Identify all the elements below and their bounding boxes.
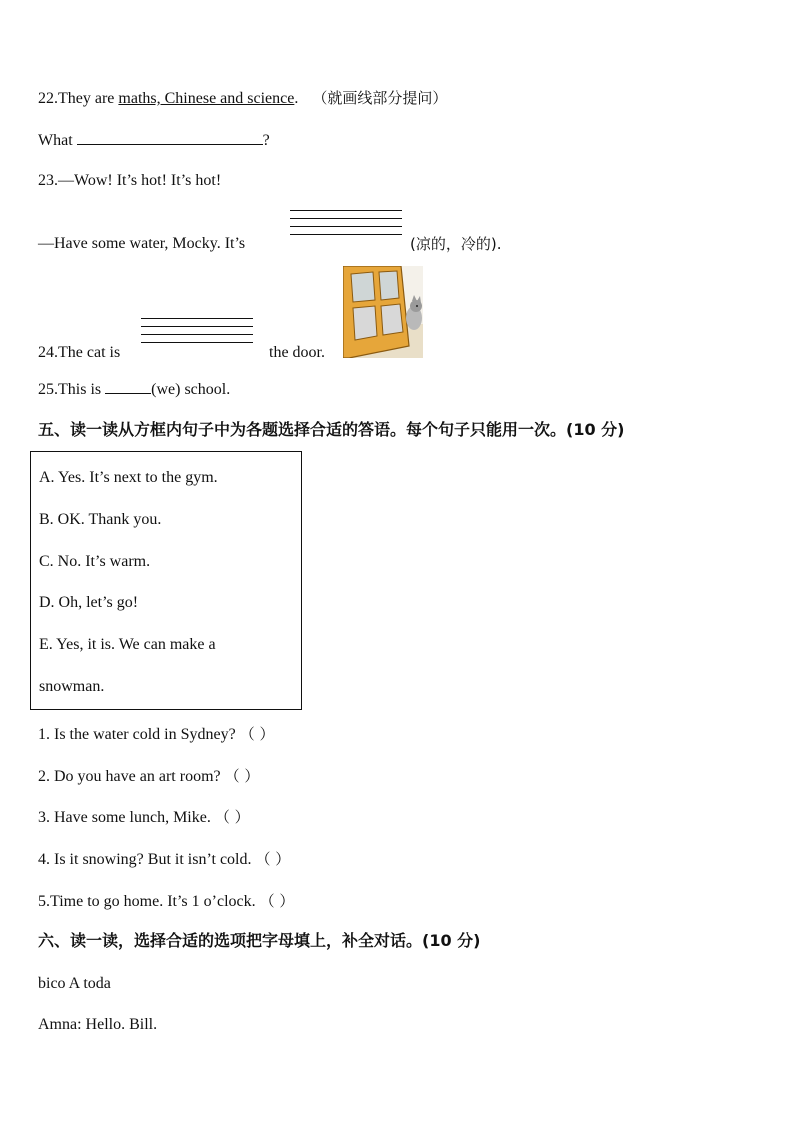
q22-suffix: . [294,90,299,107]
q22-what: What [38,132,73,149]
section6-line2: Amna: Hello. Bill. [38,1016,158,1033]
question-5 [38,891,294,912]
q25-suffix: (we) school. [151,381,231,398]
q25-prefix: 25.This is [38,381,102,398]
question-2-answer[interactable]: （ ） [224,767,260,785]
option-c: C. No. It’s warm. [39,553,151,570]
q22-end: ? [262,132,270,149]
question-3 [38,807,250,828]
section5-heading: 五、读一读从方框内句子中为各题选择合适的答语。每个句子只能用一次。(10 分) [38,420,625,439]
q24-suffix: the door. [269,344,325,361]
q22-answer-line [38,130,270,151]
option-e-cont: snowman. [39,678,105,695]
option-b: B. OK. Thank you. [39,511,162,528]
question-3-answer[interactable]: （ ） [214,808,250,826]
question-4-answer[interactable]: （ ） [255,850,291,868]
section6-heading: 六、读一读，选择合适的选项把字母填上，补全对话。(10 分) [38,931,481,950]
q22-line [38,88,447,109]
q25-line [38,379,230,400]
q22-underlined: maths, Chinese and science [118,90,295,107]
question-2 [38,766,259,787]
q23-writing-lines[interactable] [290,210,402,242]
question-4-text: 4. Is it snowing? But it isn’t cold. [38,851,252,868]
question-3-text: 3. Have some lunch, Mike. [38,809,211,826]
q22-answer-blank[interactable] [77,130,263,145]
cat-behind-door-icon [343,266,423,358]
option-d: D. Oh, let’s go! [39,594,139,611]
question-4 [38,849,290,870]
question-2-text: 2. Do you have an art room? [38,768,221,785]
q22-instruction: （就画线部分提问） [312,89,448,107]
q24-writing-lines[interactable] [141,318,253,350]
question-5-text: 5.Time to go home. It’s 1 o’clock. [38,893,256,910]
question-5-answer[interactable]: （ ） [259,892,295,910]
section6-line1: bico A toda [38,975,111,992]
q23-line2 [38,234,245,254]
q24-prefix: 24.The cat is [38,344,121,361]
q25-answer-blank[interactable] [105,379,151,394]
q23-hint: (凉的，冷的). [410,235,502,253]
q23-line1: 23.—Wow! It’s hot! It’s hot! [38,172,222,189]
question-1-answer[interactable]: （ ） [239,725,275,743]
question-1-text: 1. Is the water cold in Sydney? [38,726,236,743]
question-1 [38,724,275,745]
q23-line2-prefix: —Have some water, Mocky. It’s [38,235,246,252]
q22-prefix: 22.They are [38,90,119,107]
option-a: A. Yes. It’s next to the gym. [39,469,218,486]
option-e: E. Yes, it is. We can make a [39,636,216,653]
options-box [30,451,302,710]
